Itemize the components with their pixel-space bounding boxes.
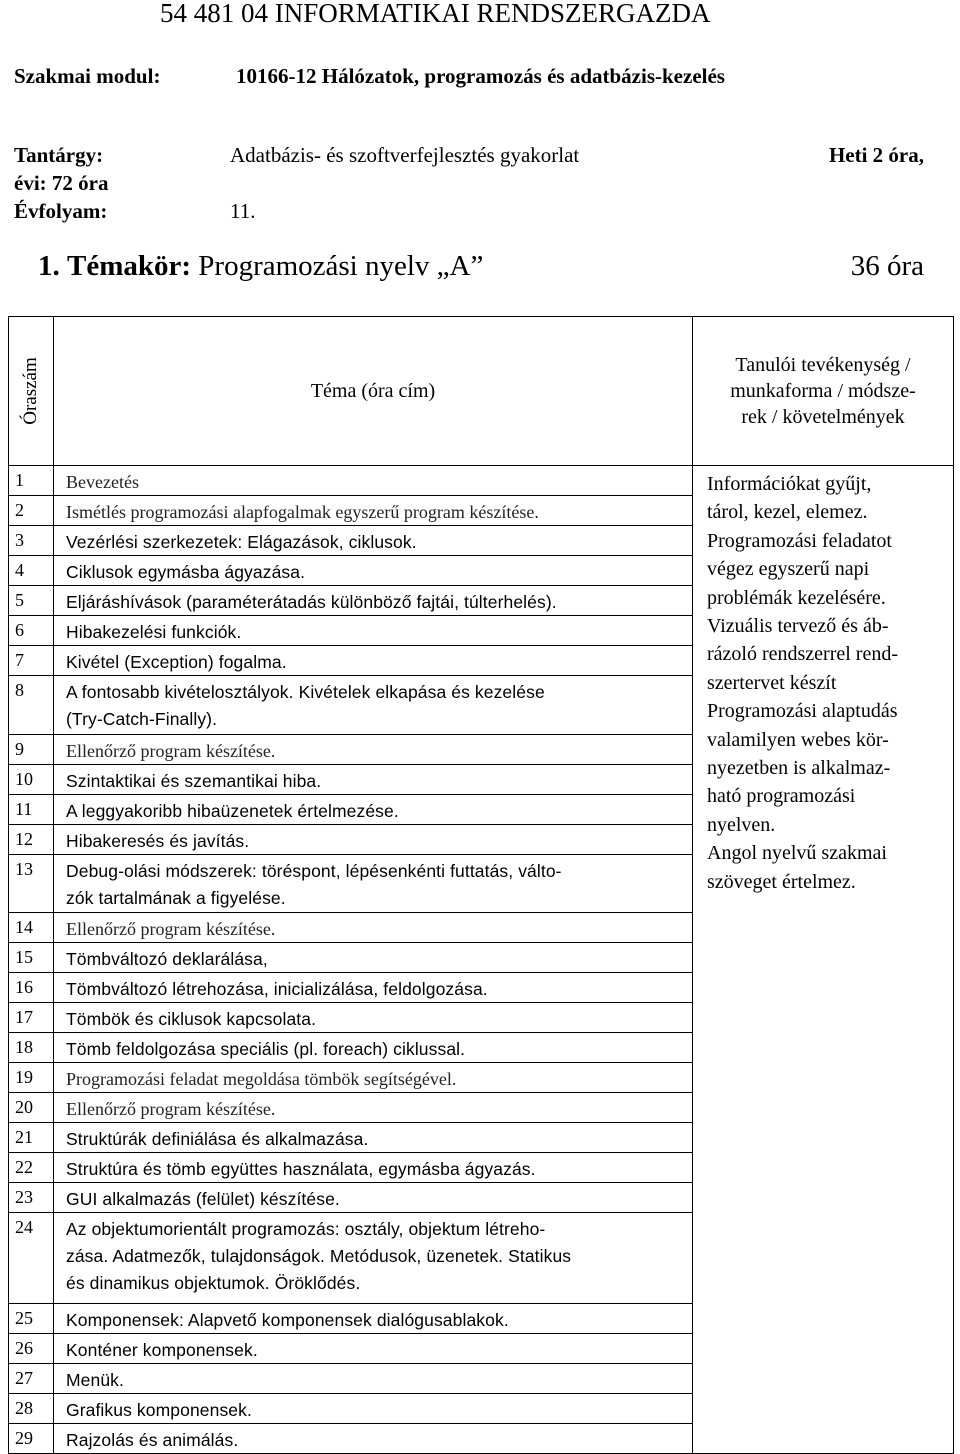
hour-number: 28 <box>15 1398 33 1419</box>
hour-number-cell <box>9 1213 54 1304</box>
topic-title: Menük. <box>66 1370 124 1391</box>
topic-title: Ellenőrző program készítése. <box>66 740 276 761</box>
hour-number: 11 <box>15 798 33 819</box>
activity-column-header <box>693 317 954 466</box>
topic-title: Debug-olási módszerek: töréspont, lépésenkénti futtatás, válto- <box>66 860 562 881</box>
hour-number-cell <box>9 973 54 1003</box>
topic-column-header <box>54 317 693 466</box>
topic-cell <box>54 943 693 973</box>
grade-label: Évfolyam: <box>14 199 108 223</box>
topic-title: Rajzolás és animálás. <box>66 1430 239 1451</box>
topic-title: (Try-Catch-Finally). <box>66 709 218 729</box>
hour-number-cell <box>9 913 54 943</box>
hour-number: 21 <box>15 1127 33 1148</box>
topic-cell <box>54 1364 693 1394</box>
topic-cell <box>54 1033 693 1063</box>
topic-cell <box>54 1093 693 1123</box>
topic-title: Grafikus komponensek. <box>66 1400 252 1421</box>
topic-cell <box>54 526 693 556</box>
topic-title: zók tartalmának a figyelése. <box>66 887 286 908</box>
hour-number-cell <box>9 1153 54 1183</box>
topic-number: 1. <box>38 250 60 282</box>
activity-line: valamilyen webes kör- <box>707 728 889 751</box>
module-label: Szakmai modul: <box>14 64 161 88</box>
topic-name: Programozási nyelv „A” <box>198 250 484 282</box>
topic-cell <box>54 824 693 854</box>
hour-number-cell <box>9 586 54 616</box>
activity-line: Vizuális tervező és áb- <box>707 615 889 638</box>
topic-title: Komponensek: Alapvető komponensek dialógusablakok. <box>66 1310 509 1331</box>
hour-number-cell <box>9 943 54 973</box>
topic-cell <box>54 1123 693 1153</box>
hour-number: 4 <box>15 560 24 580</box>
hour-number: 15 <box>15 947 33 968</box>
topic-title: Hibakezelési funkciók. <box>66 622 242 642</box>
hour-number: 2 <box>15 500 24 520</box>
topic-cell <box>54 646 693 676</box>
activity-line: Információkat gyűjt, <box>707 473 872 495</box>
activity-line: tárol, kezel, elemez. <box>707 501 868 524</box>
hour-number: 1 <box>15 470 24 490</box>
hour-number-cell <box>9 616 54 646</box>
topic-title: Tömbváltozó létrehozása, inicializálása, feldolgozása. <box>66 979 488 1000</box>
hour-number-cell <box>9 526 54 556</box>
hour-number-cell <box>9 466 54 496</box>
hour-number: 22 <box>15 1157 33 1178</box>
module-value: 10166-12 Hálózatok, programozás és adatbázis-kezelés <box>236 64 725 88</box>
hour-number-cell <box>9 556 54 586</box>
hour-number: 17 <box>15 1007 33 1028</box>
hour-number-cell <box>9 1063 54 1093</box>
topic-cell <box>54 1063 693 1093</box>
topic-cell <box>54 854 693 913</box>
hour-number: 26 <box>15 1338 33 1359</box>
hour-number: 20 <box>15 1097 33 1118</box>
topic-title: Tömbök és ciklusok kapcsolata. <box>66 1009 317 1030</box>
activity-line: ható programozási <box>707 785 856 808</box>
hour-number: 5 <box>15 590 24 610</box>
hour-number-cell <box>9 646 54 676</box>
hour-number-cell <box>9 1334 54 1364</box>
hour-number: 14 <box>15 917 33 938</box>
activity-line: végez egyszerű napi <box>707 558 870 581</box>
activity-line: szertervet készít <box>707 671 837 694</box>
hour-number: 18 <box>15 1037 33 1058</box>
hour-number-cell <box>9 854 54 913</box>
activity-line: Programozási alaptudás <box>707 700 898 723</box>
activity-header-line: rek / követelmények <box>741 406 905 428</box>
hour-number: 19 <box>15 1067 33 1088</box>
topic-title: Hibakeresés és javítás. <box>66 830 250 851</box>
topic-title: Tömb feldolgozása speciális (pl. foreach) ciklussal. <box>66 1039 466 1060</box>
hour-number-cell <box>9 764 54 794</box>
activity-line: nyezetben is alkalmaz- <box>707 757 891 780</box>
topic-title: Vezérlési szerkezetek: Elágazások, ciklusok. <box>66 532 417 552</box>
topic-cell <box>54 1304 693 1334</box>
topic-cell <box>54 616 693 646</box>
topic-title: zása. Adatmezők, tulajdonságok. Metódusok, üzenetek. Statikus <box>66 1246 572 1267</box>
hour-number: 25 <box>15 1308 33 1329</box>
topic-title: A fontosabb kivételosztályok. Kivételek elkapása és kezelése <box>66 682 545 702</box>
topic-heading <box>38 250 483 283</box>
topic-title: Eljáráshívások (paraméterátadás különböző fajtái, túlterhelés). <box>66 592 557 612</box>
topic-cell <box>54 556 693 586</box>
hour-number-cell <box>9 1304 54 1334</box>
activity-line: Angol nyelvű szakmai <box>707 842 887 865</box>
topic-cell <box>54 1394 693 1424</box>
hour-number-cell <box>9 824 54 854</box>
hour-number: 24 <box>15 1217 33 1238</box>
hour-number: 10 <box>15 768 33 789</box>
hour-number: 3 <box>15 530 24 550</box>
hour-number-cell <box>9 734 54 764</box>
topic-cell <box>54 973 693 1003</box>
hour-number: 6 <box>15 620 24 640</box>
topic-cell <box>54 1003 693 1033</box>
topic-title: Struktúra és tömb együttes használata, egymásba ágyazás. <box>66 1159 536 1180</box>
subject-value: Adatbázis- és szoftverfejlesztés gyakorlat <box>230 143 580 167</box>
topic-title: Ellenőrző program készítése. <box>66 919 276 940</box>
hour-number: 13 <box>15 858 33 879</box>
activity-line: szöveget értelmez. <box>707 870 856 893</box>
topic-cell <box>54 466 693 496</box>
topic-cell <box>54 794 693 824</box>
document-title: 54 481 04 INFORMATIKAI RENDSZERGAZDA <box>160 0 711 28</box>
hour-number-cell <box>9 1003 54 1033</box>
topic-hours: 36 óra <box>850 250 924 282</box>
hour-number: 12 <box>15 828 33 849</box>
topic-title: Az objektumorientált programozás: osztály, objektum létreho- <box>66 1219 546 1240</box>
activity-line: Programozási feladatot <box>707 529 892 552</box>
hour-number-cell <box>9 1093 54 1123</box>
activity-header-line: Tanulói tevékenység / <box>735 354 911 376</box>
hour-number-cell <box>9 1364 54 1394</box>
topic-cell <box>54 734 693 764</box>
topic-title: Bevezetés <box>66 472 139 492</box>
hour-number-cell <box>9 496 54 526</box>
topic-cell <box>54 1424 693 1454</box>
activity-text <box>693 466 953 896</box>
topic-title: Ciklusok egymásba ágyazása. <box>66 562 306 582</box>
hour-number-cell <box>9 1033 54 1063</box>
topic-title: Ismétlés programozási alapfogalmak egyszerű program készítése. <box>66 502 539 522</box>
hour-number-cell <box>9 1183 54 1213</box>
topic-cell <box>54 1334 693 1364</box>
hour-number-cell <box>9 794 54 824</box>
activity-line: problémák kezelésére. <box>707 586 886 609</box>
hour-number: 27 <box>15 1368 33 1389</box>
topic-title: Tömbváltozó deklarálása, <box>66 949 268 970</box>
hour-number-cell <box>9 1424 54 1454</box>
topic-title: és dinamikus objektumok. Öröklődés. <box>66 1273 361 1294</box>
activity-cell <box>693 466 954 1454</box>
topic-title: Struktúrák definiálása és alkalmazása. <box>66 1129 369 1150</box>
topic-cell <box>54 764 693 794</box>
topic-title: Kivétel (Exception) fogalma. <box>66 652 287 672</box>
grade-value: 11. <box>230 199 256 223</box>
weekly-hours: Heti 2 óra, <box>828 143 924 167</box>
hour-number: 16 <box>15 977 33 998</box>
activity-header-line: munkaforma / módsze- <box>730 380 916 402</box>
topic-title: Szintaktikai és szemantikai hiba. <box>66 770 322 791</box>
topic-title: A leggyakoribb hibaüzenetek értelmezése. <box>66 800 399 821</box>
topic-cell <box>54 1213 693 1304</box>
topic-title: Konténer komponensek. <box>66 1340 258 1361</box>
topic-title: GUI alkalmazás (felület) készítése. <box>66 1189 340 1210</box>
table-row <box>9 466 954 496</box>
hours-column-label: Óraszám <box>20 357 41 425</box>
topic-cell <box>54 676 693 735</box>
hour-number: 7 <box>15 650 24 670</box>
hour-number: 23 <box>15 1187 33 1208</box>
topic-title: Ellenőrző program készítése. <box>66 1099 276 1120</box>
hour-number: 29 <box>15 1428 33 1449</box>
activity-line: rázoló rendszerrel rend- <box>707 643 898 666</box>
topic-cell <box>54 1183 693 1213</box>
activity-line: nyelven. <box>707 813 776 836</box>
table-header-row <box>9 317 954 466</box>
topic-cell <box>54 496 693 526</box>
hours-column-header <box>9 317 54 466</box>
yearly-hours: évi: 72 óra <box>14 171 109 195</box>
topic-word: Témakör: <box>67 250 192 282</box>
hour-number-cell <box>9 1123 54 1153</box>
hour-number: 8 <box>15 680 24 700</box>
curriculum-table <box>8 316 954 1454</box>
topic-title: Programozási feladat megoldása tömbök segítségével. <box>66 1069 457 1090</box>
hour-number-cell <box>9 676 54 735</box>
topic-cell <box>54 913 693 943</box>
topic-cell <box>54 586 693 616</box>
topic-cell <box>54 1153 693 1183</box>
topic-column-label: Téma (óra cím) <box>310 379 436 402</box>
subject-label: Tantárgy: <box>14 143 104 167</box>
activity-column-label <box>693 352 953 430</box>
hour-number: 9 <box>15 738 24 759</box>
hour-number-cell <box>9 1394 54 1424</box>
